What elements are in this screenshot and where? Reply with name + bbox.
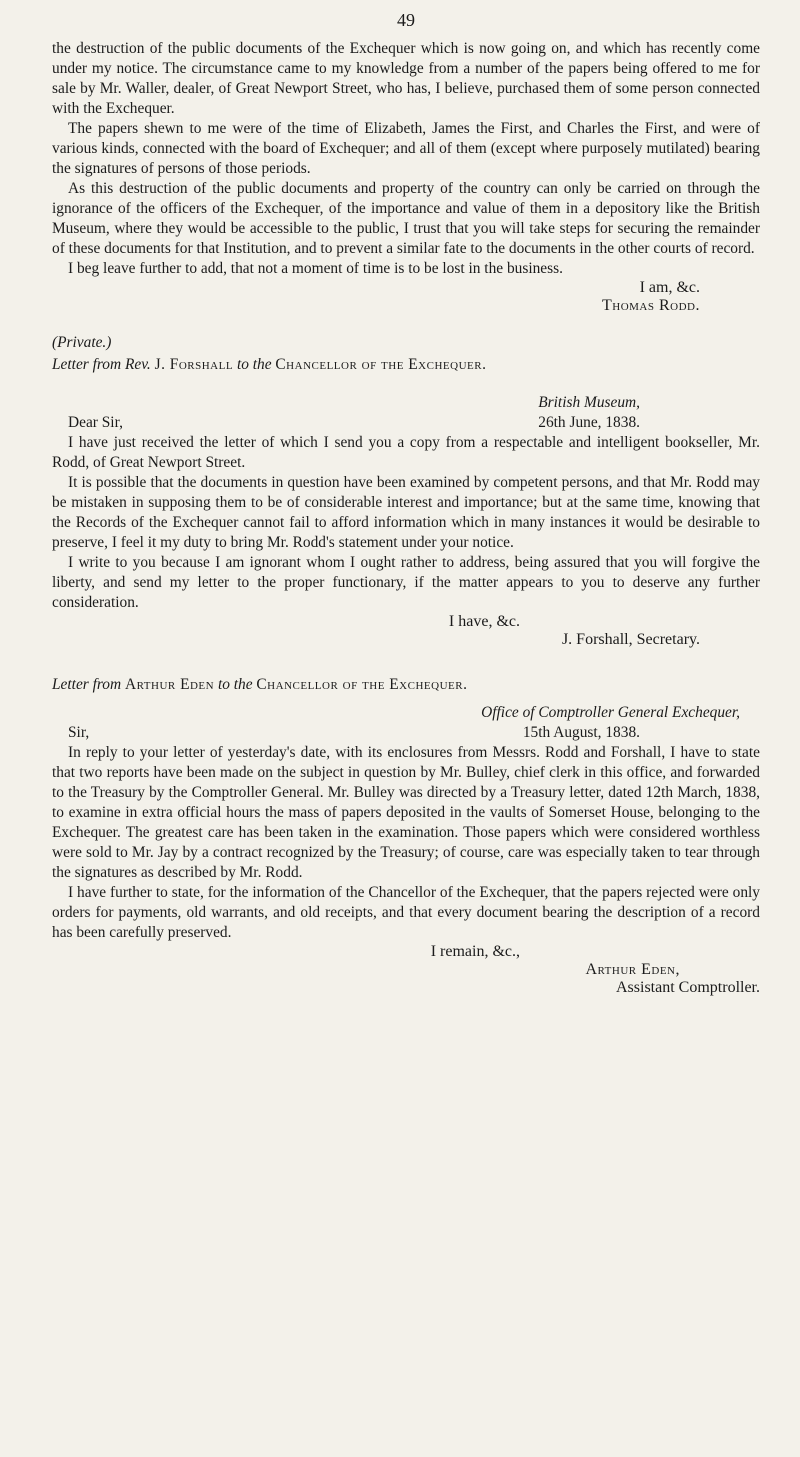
- signature: Thomas Rodd.: [601, 297, 700, 314]
- letter-date: 26th June, 1838.: [538, 414, 640, 431]
- salutation: Dear Sir,: [68, 414, 123, 431]
- letter-heading: [52, 675, 760, 695]
- letter-date: 15th August, 1838.: [522, 724, 640, 741]
- signature: J. Forshall, Secretary.: [561, 631, 700, 648]
- heading-prefix: Letter from Rev.: [52, 356, 151, 373]
- paragraph: the destruction of the public documents of the Exchequer which is now going on, and which has recently come under my notice. The circumstance came to my knowledge from a number of the papers being offered to me for sale by Mr. Waller, dealer, of Great Newport Street, who has, I believe, purchased them of some person connected with the Exchequer.: [52, 40, 760, 117]
- closing: I remain, &c.,: [430, 943, 520, 960]
- heading-recipient: Chancellor of the Exchequer.: [275, 356, 487, 373]
- private-label-text: (Private.): [52, 334, 112, 351]
- heading-author: Arthur Eden: [124, 676, 215, 693]
- paragraph: In reply to your letter of yesterday's date, with its enclosures from Messrs. Rodd and Forshall, I have to state that two reports have been made on the subject in question by Mr. Bulley, chief clerk in this office, and forwarded to the Treasury by the Comptroller General. Mr. Bulley was directed by a Treasury letter, dated 12th March, 1838, to examine in extra official hours the mass of papers deposited in the vaults of Somerset House, belonging to the Exchequer. The greatest care has been taken in the examination. Those papers which were considered worthless were sold to Mr. Jay by a contract recognized by the Treasury; of course, care was especially taken to tear through the signatures as described by Mr. Rodd.: [52, 744, 760, 881]
- paragraph: It is possible that the documents in question have been examined by competent persons, and that Mr. Rodd may be mistaken in supposing them to be of considerable interest and importance; but at the same time, knowing that the Records of the Exchequer cannot fail to afford information which in many instances it would be desirable to preserve, I feel it my duty to bring Mr. Rodd's statement under your notice.: [52, 474, 760, 551]
- paragraph: The papers shewn to me were of the time of Elizabeth, James the First, and Charles the First, and were of various kinds, connected with the board of Exchequer; and all of them (except where purposely mutilated) bearing the signatures of persons of those periods.: [52, 120, 760, 177]
- paragraph: I beg leave further to add, that not a moment of time is to be lost in the business.: [68, 260, 563, 277]
- signature-title: Assistant Comptroller.: [616, 979, 760, 996]
- salutation-line: [52, 723, 760, 743]
- paragraph: I write to you because I am ignorant whom I ought rather to address, being assured that you will forgive the liberty, and send my letter to the proper functionary, if the matter appears to you to deserve any further consideration.: [52, 554, 760, 611]
- heading-author: J. Forshall: [154, 356, 234, 373]
- heading-prefix: Letter from: [52, 676, 122, 693]
- salutation: Sir,: [68, 724, 90, 741]
- paragraph: I have just received the letter of which I send you a copy from a respectable and intelligent bookseller, Mr. Rodd, of Great Newport Street.: [52, 434, 760, 471]
- paragraph: As this destruction of the public documents and property of the country can only be carried on through the ignorance of the officers of the Exchequer, of the importance and value of them in a depository like the British Museum, where they would be accessible to the public, I trust that you will take steps for securing the remainder of these documents for that Institution, and to prevent a similar fate to the documents in the other courts of record.: [52, 180, 760, 257]
- letter-heading: [52, 355, 760, 375]
- heading-mid: to the: [217, 676, 253, 693]
- heading-recipient: Chancellor of the Exchequer.: [256, 676, 468, 693]
- page-number: 49: [397, 10, 415, 30]
- heading-mid: to the: [236, 356, 272, 373]
- paragraph: I have further to state, for the information of the Chancellor of the Exchequer, that the papers rejected were only orders for payments, old warrants, and old receipts, and that every document bearing the description of a record has been carefully preserved.: [52, 884, 760, 941]
- letter-place: British Museum,: [538, 394, 640, 411]
- closing: I have, &c.: [448, 613, 520, 630]
- private-label: [52, 333, 760, 353]
- letter-place: Office of Comptroller General Exchequer,: [481, 704, 740, 721]
- salutation-line: [52, 413, 760, 433]
- closing: I am, &c.: [639, 279, 700, 296]
- signature: Arthur Eden,: [585, 961, 680, 978]
